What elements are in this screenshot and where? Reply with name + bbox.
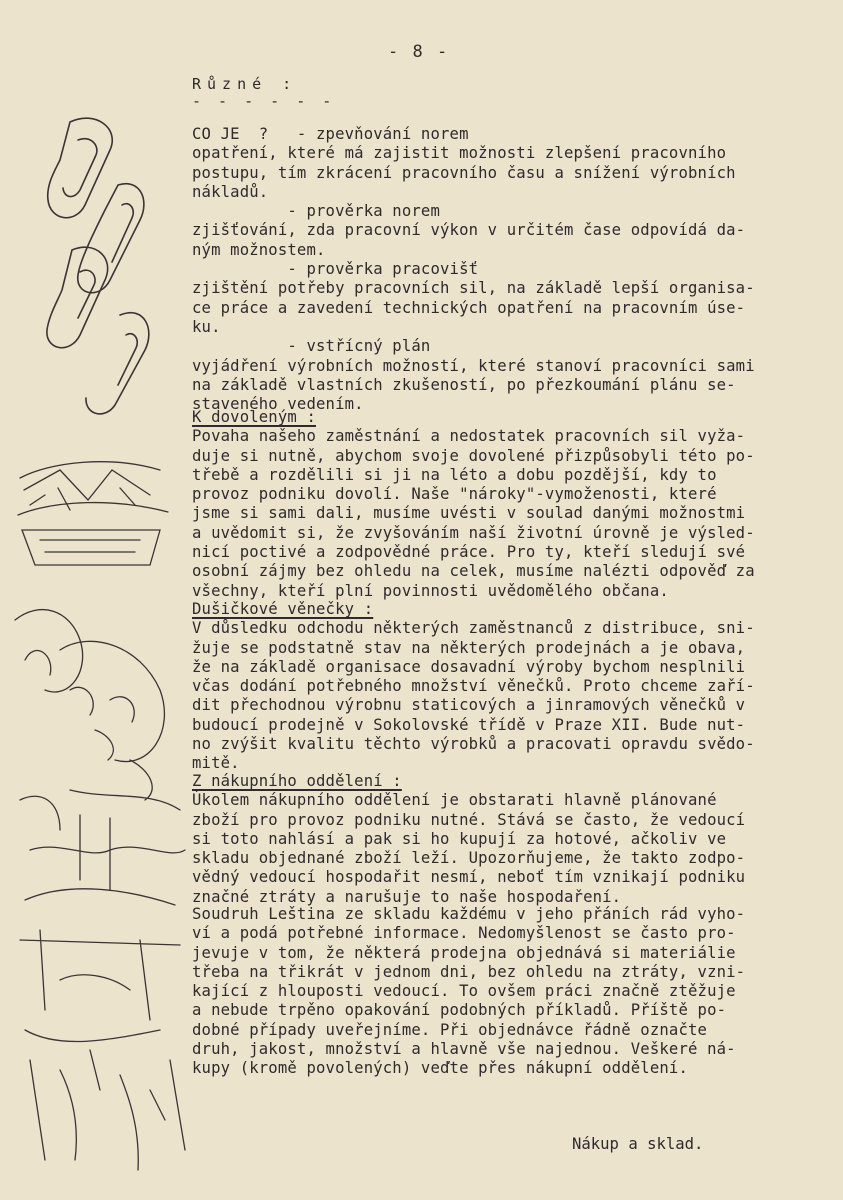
text-line: druh, jakost, množství a hlavně vše najednou. Veškeré ná- (192, 1040, 736, 1059)
text-line: jevuje v tom, že některá prodejna objednává si materiálie (192, 943, 736, 962)
page-number: - 8 - (388, 42, 450, 62)
section-dovolene (192, 408, 812, 601)
text-line: ví a podá potřebné informace. Nedomyšlenost se často pro- (192, 924, 736, 943)
text-line: včas dodání potřebného množství věnečků. Proto chceme zaří- (192, 677, 755, 696)
text-line: provoz podniku dovolí. Naše "nároky"-vymoženosti, které (192, 485, 717, 504)
text-line: všechny, kteří plní povinnosti uvědomělého občana. (192, 581, 669, 600)
text-line: skladu objednané zboží leží. Upozorňujeme, že takto zodpo- (192, 849, 746, 868)
text-line: kající z hlouposti vedoucí. To ovšem práci značně ztěžuje (192, 982, 736, 1001)
section-co-je (192, 125, 812, 414)
text-line: třeba na třikrát v jednom dni, bez ohledu na ztráty, vzni- (192, 962, 746, 981)
text-line: ným možnostem. (192, 240, 326, 259)
signature: Nákup a sklad. (572, 1135, 704, 1153)
basket-drawing (15, 462, 168, 800)
text-line: no zvýšit kvalitu těchto výrobků a pracovati opravdu svědo- (192, 735, 755, 754)
text-line: dobné případy uveřejníme. Při objednávce řádně označte (192, 1020, 708, 1039)
text-line: vyjádření výrobních možností, které stanoví pracovníci sami (192, 356, 755, 375)
text-line: opatření, které má zajistit možnosti zlepšení pracovního (192, 144, 727, 163)
text-line: V důsledku odchodu některých zaměstnanců z distribuce, sni- (192, 619, 755, 638)
text-line: a nebude trpěno opakování podobných příkladů. Příště po- (192, 1001, 727, 1020)
section-sklad (192, 905, 812, 1079)
text-line: ku. (192, 317, 221, 336)
text-line: dit přechodnou výrobnu staticových a jinramových věnečků v (192, 696, 746, 715)
section-title: Dušičkové věnečky : (192, 600, 374, 618)
text-line: zboží pro provoz podniku nutné. Stává se často, že vedoucí (192, 810, 746, 829)
text-line: zjištění potřeby pracovních sil, na základě lepší organisa- (192, 279, 755, 298)
text-line: nicí poctivé a zodpovědné práce. Pro ty, kteří sledují své (192, 543, 746, 562)
text-line: kupy (kromě povolených) veďte přes nákupní oddělení. (192, 1059, 688, 1078)
text-line: a uvědomit si, že zvyšováním naší životní úrovně je výsled- (192, 523, 755, 542)
text-line: nákladů. (192, 182, 269, 201)
text-line: staveného vedením. (192, 395, 364, 414)
text-line: značné ztráty a narušuje to naše hospodaření. (192, 887, 622, 906)
section-venecky (192, 600, 812, 774)
text-line: Úkolem nákupního oddělení je obstarati hlavně plánované (192, 791, 717, 810)
section-title: K dovoleným : (192, 408, 316, 426)
section-nakup (192, 772, 812, 907)
text-line: budoucí prodejně v Sokolovské třídě v Praze XII. Bude nut- (192, 715, 746, 734)
figure-drawing (20, 790, 185, 1170)
text-line: si toto nahlásí a pak si ho kupují za hotové, ačkoliv ve (192, 829, 727, 848)
text-line: postupu, tím zkrácení pracovního času a snížení výrobních (192, 163, 736, 182)
text-line: Soudruh Leština ze skladu každému v jeho přáních rád vyho- (192, 905, 746, 923)
text-line: jsme si sami dali, musíme uvésti v soulad danými možnostmi (192, 504, 746, 523)
text-line: třebě a rozdělili si ji na léto a dobu pozdější, kdy to (192, 465, 717, 484)
heading-underline: - - - - - - (192, 92, 336, 110)
text-line: ce práce a zavedení technických opatření na pracovním úse- (192, 298, 746, 317)
text-line: duje si nutně, abychom svoje dovolené přizpůsobyli této po- (192, 446, 755, 465)
margin-illustration (0, 0, 200, 1200)
section-title: Z nákupního oddělení : (192, 772, 402, 790)
text-line: zjišťování, zda pracovní výkon v určitém čase odpovídá da- (192, 221, 746, 240)
text-line: mitě. (192, 754, 240, 773)
text-line: - vstřícný plán (192, 337, 431, 356)
text-line: Povaha našeho zaměstnání a nedostatek pracovních sil vyža- (192, 427, 746, 446)
section-heading: Různé : (192, 75, 298, 93)
text-line: žuje se podstatně stav na některých prodejnách a je obava, (192, 638, 746, 657)
text-line: osobní zájmy bez ohledu na celek, musíme nalézti odpověď za (192, 562, 755, 581)
text-line: vědný vedoucí hospodařit nesmí, neboť tím vznikají podniku (192, 868, 746, 887)
text-line: na základě vlastních zkušeností, po přezkoumání plánu se- (192, 375, 736, 394)
chain-drawing (47, 118, 149, 414)
text-line: - prověrka norem (192, 202, 440, 221)
text-line: CO JE ? - zpevňování norem (192, 125, 469, 143)
text-line: - prověrka pracovišť (192, 260, 479, 279)
text-line: že na základě organisace dosavadní výroby bychom nesplnili (192, 657, 746, 676)
